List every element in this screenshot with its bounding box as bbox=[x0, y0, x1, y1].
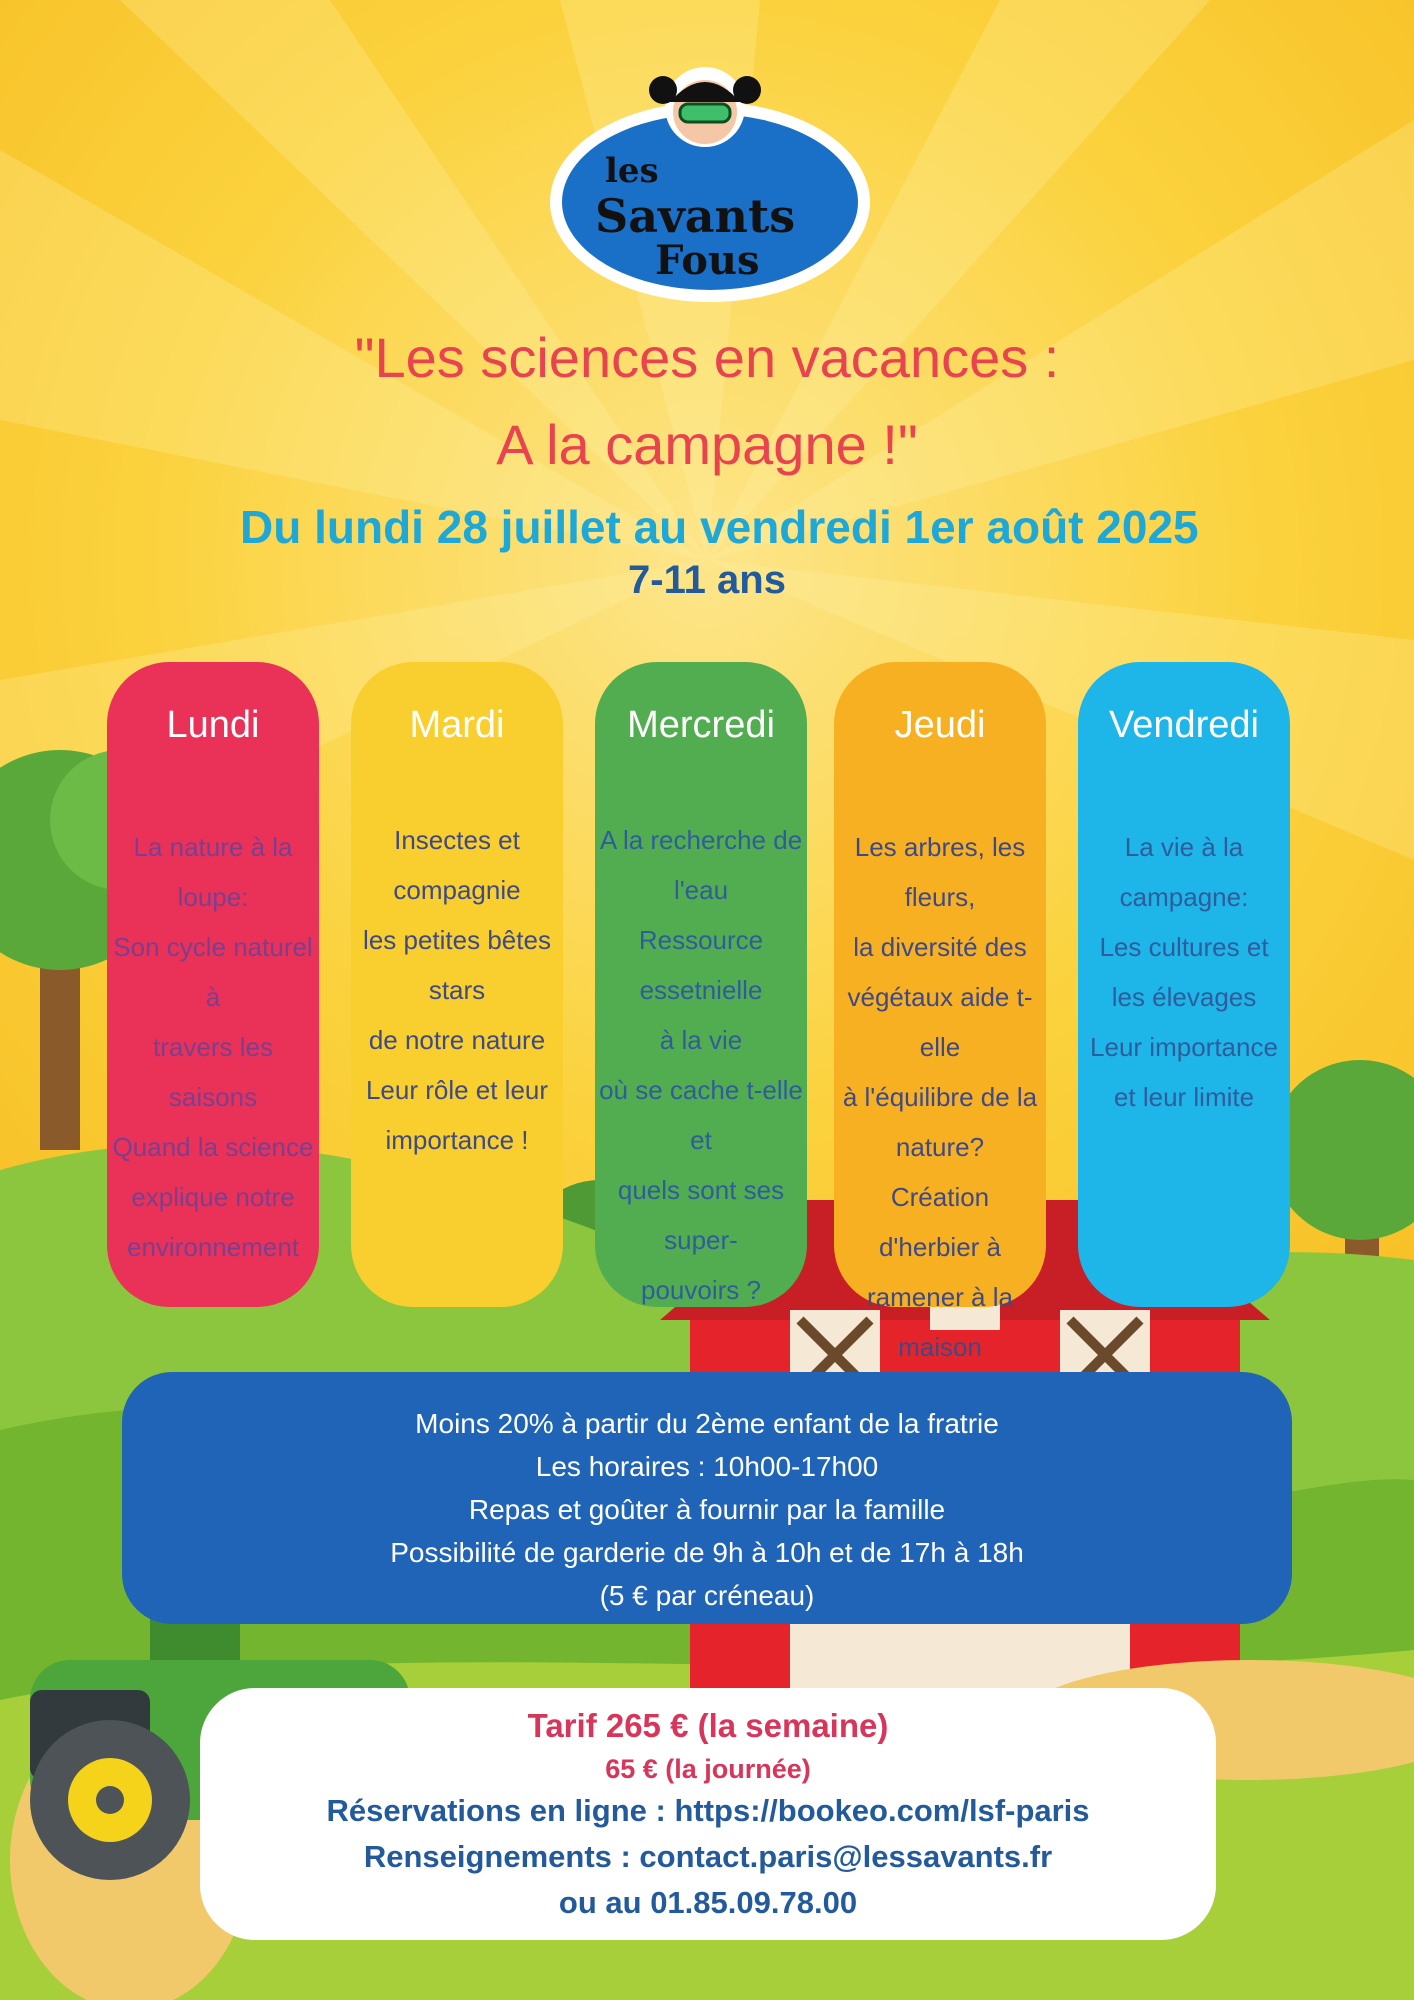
day-name: Mercredi bbox=[627, 704, 775, 746]
booking-link[interactable]: Réservations en ligne : https://bookeo.com/lsf-paris bbox=[326, 1793, 1090, 1828]
activity-line: Insectes et bbox=[394, 825, 520, 855]
activity-line: explique notre bbox=[131, 1182, 295, 1212]
logo-text-les: les bbox=[605, 151, 659, 191]
activity-line: où se cache t-elle et bbox=[599, 1075, 803, 1155]
contact-email[interactable]: Renseignements : contact.paris@lessavants.fr bbox=[363, 1839, 1053, 1874]
activity-line: Leur importance bbox=[1090, 1032, 1278, 1062]
activity-line: ramener à la maison bbox=[867, 1282, 1013, 1362]
practical-info-box bbox=[122, 1372, 1292, 1624]
day-name: Mardi bbox=[409, 704, 505, 746]
les-savants-fous-logo bbox=[545, 62, 875, 312]
activity-line: de notre nature bbox=[368, 1025, 546, 1055]
activity-line: les petites bêtes stars bbox=[363, 925, 551, 1005]
activity-line: à l'équilibre de la bbox=[842, 1082, 1038, 1112]
event-dates: Du lundi 28 juillet au vendredi 1er août 2025 bbox=[240, 501, 1199, 553]
activity-line: et leur limite bbox=[1113, 1082, 1255, 1112]
logo-text-fous: Fous bbox=[655, 237, 760, 284]
activity-line: Les arbres, les fleurs, bbox=[854, 832, 1026, 912]
day-activity-text bbox=[838, 822, 1042, 1372]
info-hours: Les horaires : 10h00-17h00 bbox=[535, 1451, 879, 1482]
activity-line: A la recherche de bbox=[599, 825, 803, 855]
day-activity-text bbox=[111, 822, 315, 1272]
activity-line: végétaux aide t-elle bbox=[847, 982, 1033, 1062]
day-name: Jeudi bbox=[894, 704, 986, 746]
contact-phone[interactable]: ou au 01.85.09.78.00 bbox=[558, 1885, 858, 1920]
activity-line: Création d'herbier à bbox=[878, 1182, 1002, 1262]
info-discount: Moins 20% à partir du 2ème enfant de la fratrie bbox=[415, 1408, 999, 1439]
activity-line: quels sont ses super- bbox=[617, 1175, 785, 1255]
day-column-mercredi bbox=[595, 662, 807, 1307]
day-column-jeudi bbox=[834, 662, 1046, 1362]
day-activity-text bbox=[1082, 822, 1286, 1122]
activity-line: Quand la science bbox=[112, 1132, 314, 1162]
activity-line: à la vie bbox=[659, 1025, 743, 1055]
day-name: Vendredi bbox=[1108, 704, 1259, 746]
day-activity-text bbox=[355, 815, 559, 1165]
logo-text-savants: Savants bbox=[595, 189, 796, 243]
page-title-line2: A la campagne !" bbox=[496, 413, 918, 476]
activity-line: pouvoirs ? bbox=[641, 1275, 761, 1305]
info-daycare: Possibilité de garderie de 9h à 10h et de 17h à 18h bbox=[390, 1537, 1024, 1568]
day-column-lundi bbox=[107, 662, 319, 1307]
age-range: 7-11 ans bbox=[628, 558, 786, 602]
activity-line: Leur rôle et leur bbox=[365, 1075, 549, 1105]
activity-line: La vie à la bbox=[1124, 832, 1244, 862]
pricing-contact-box bbox=[200, 1688, 1216, 1940]
info-meals: Repas et goûter à fournir par la famille bbox=[468, 1494, 946, 1525]
day-activity-text bbox=[599, 815, 803, 1315]
activity-line: La nature à la loupe: bbox=[133, 832, 293, 912]
activity-line: importance ! bbox=[385, 1125, 529, 1155]
page-title-line1: "Les sciences en vacances : bbox=[354, 326, 1060, 389]
activity-line: nature? bbox=[895, 1132, 985, 1162]
activity-line: environnement bbox=[127, 1232, 299, 1262]
day-column-mardi bbox=[351, 662, 563, 1307]
day-name: Lundi bbox=[166, 704, 260, 746]
price-day: 65 € (la journée) bbox=[605, 1754, 811, 1784]
activity-line: campagne: bbox=[1119, 882, 1249, 912]
activity-line: l'eau bbox=[673, 875, 729, 905]
activity-line: Les cultures et bbox=[1099, 932, 1269, 962]
activity-line: les élevages bbox=[1111, 982, 1257, 1012]
info-daycare-price: (5 € par créneau) bbox=[599, 1580, 815, 1611]
activity-line: compagnie bbox=[393, 875, 521, 905]
day-column-vendredi bbox=[1078, 662, 1290, 1307]
activity-line: Ressource essetnielle bbox=[638, 925, 764, 1005]
activity-line: Son cycle naturel à bbox=[113, 932, 313, 1012]
activity-line: la diversité des bbox=[853, 932, 1027, 962]
activity-line: travers les saisons bbox=[153, 1032, 273, 1112]
price-week: Tarif 265 € (la semaine) bbox=[527, 1707, 889, 1744]
